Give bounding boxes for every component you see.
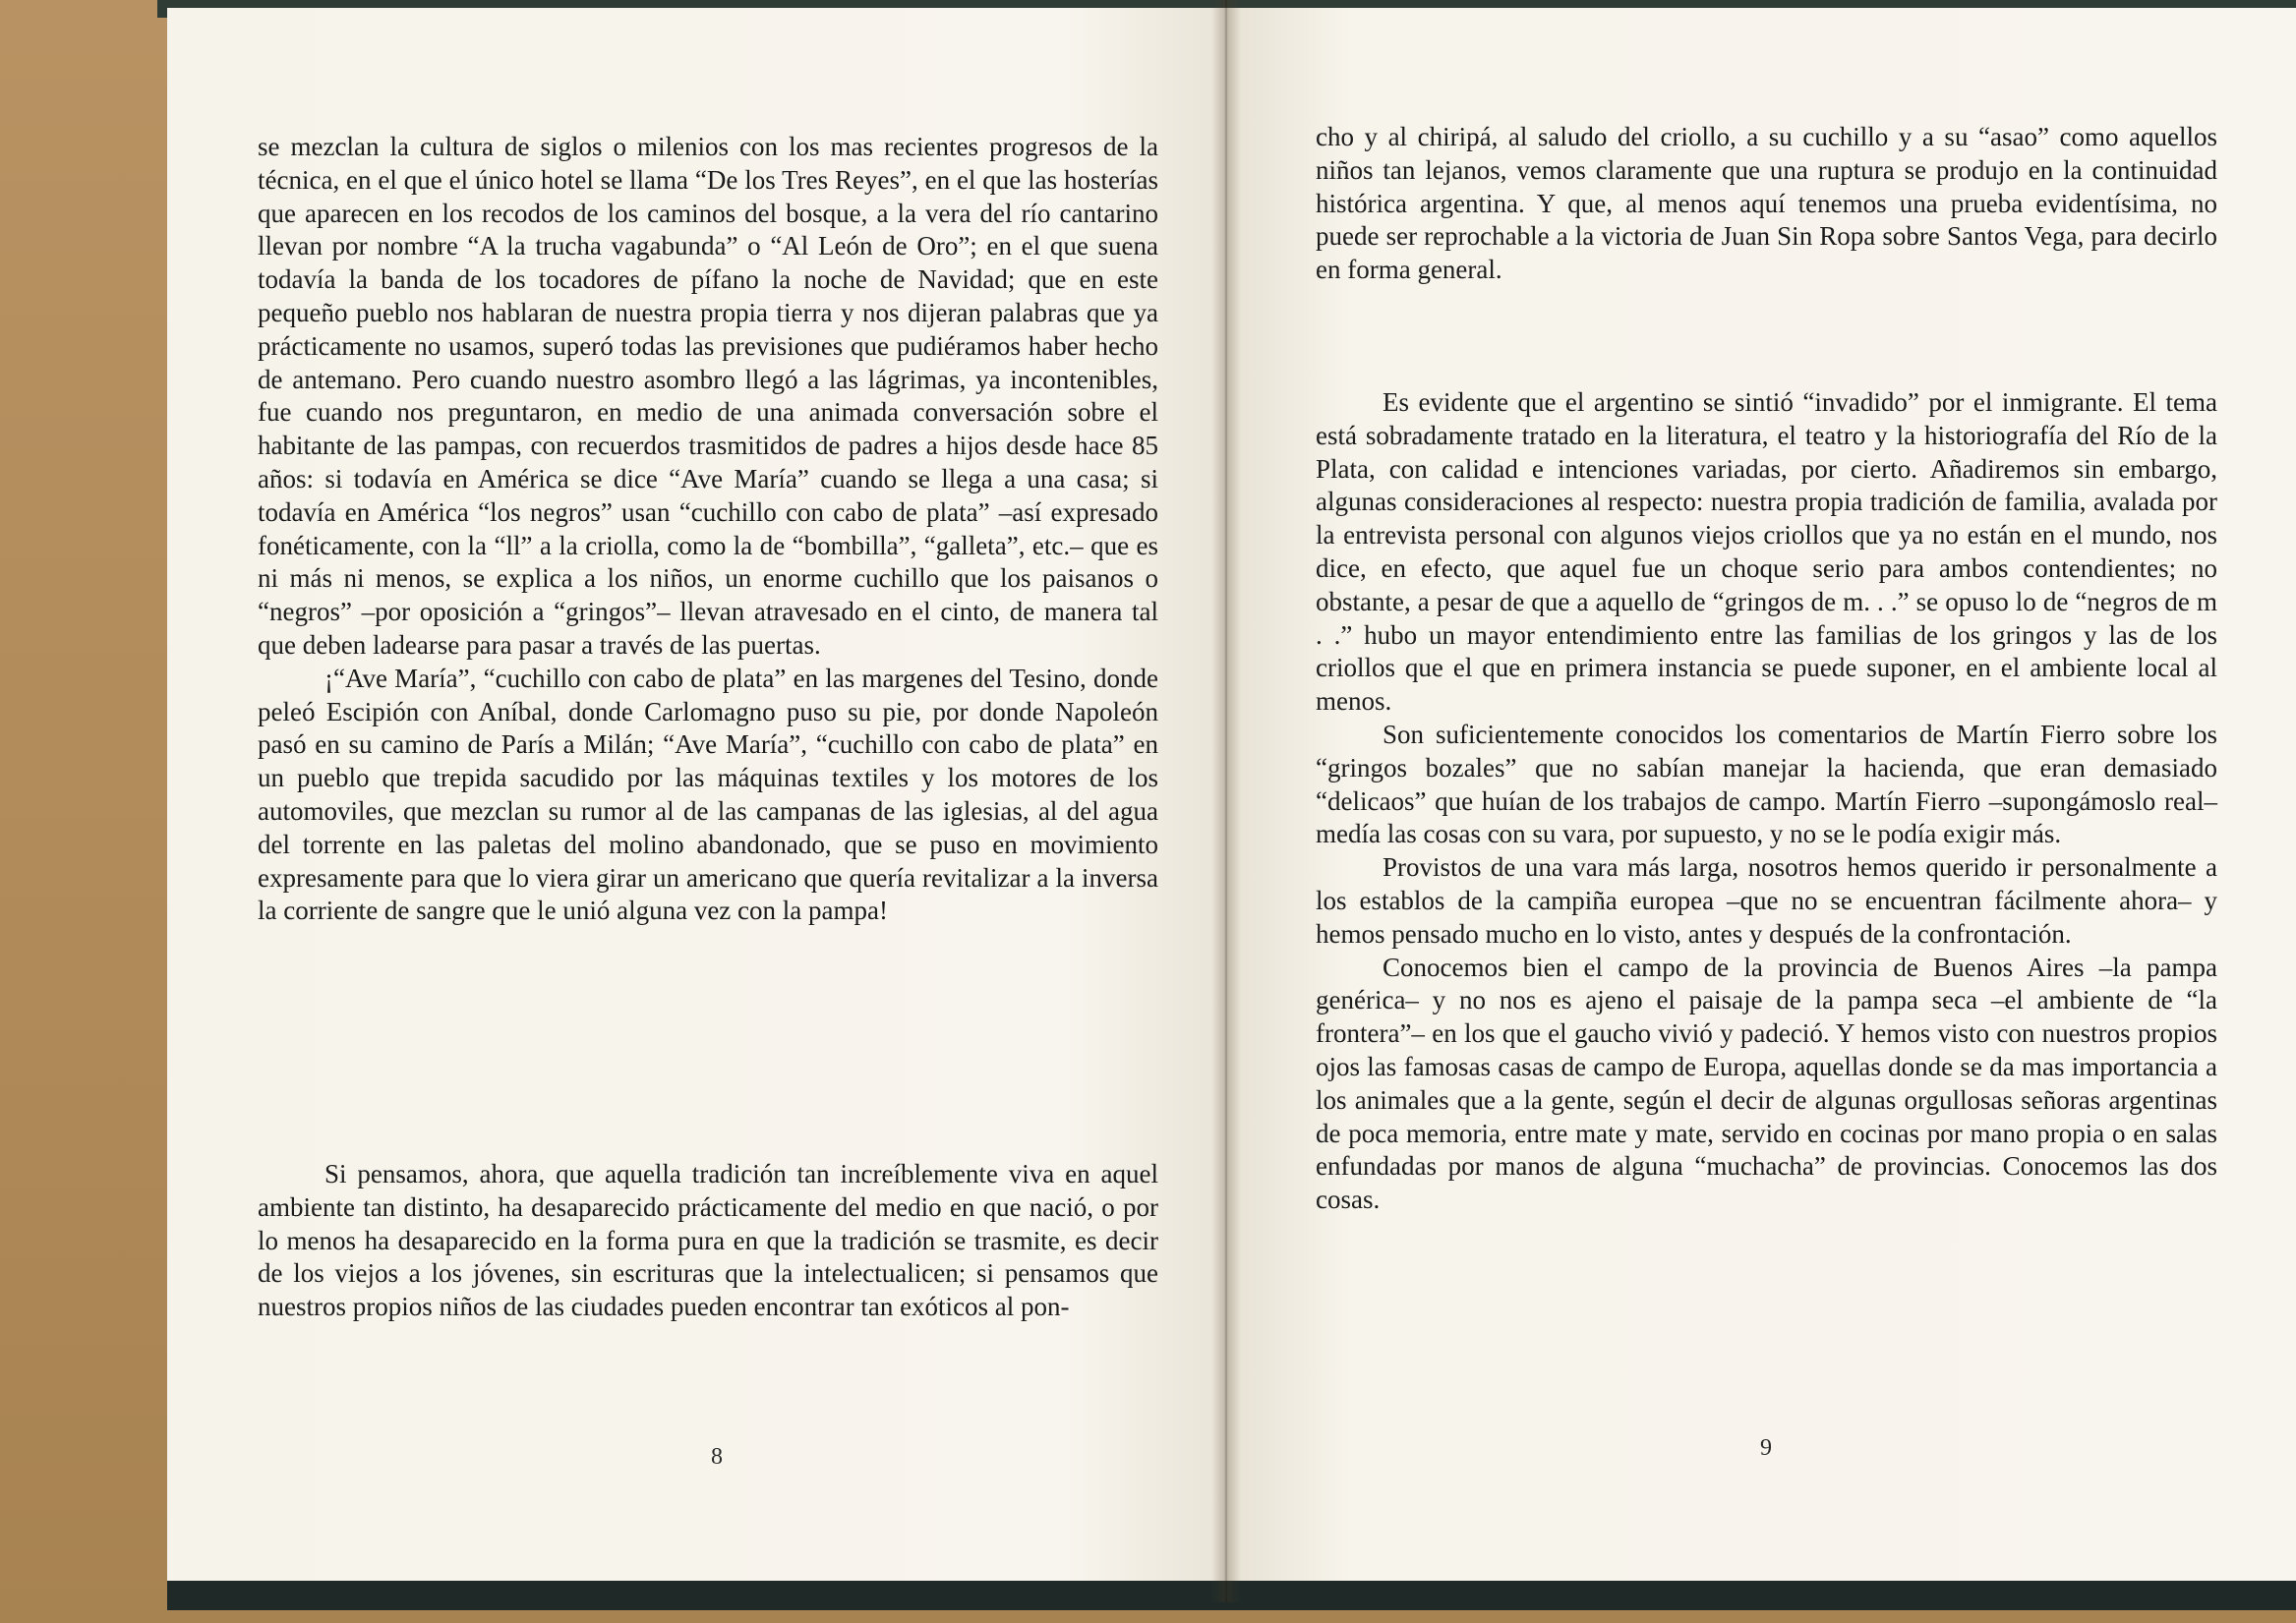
right-paragraph-2: Es evidente que el argentino se sintió “invadido” por el inmigrante. El tema está sobradamente tratado en la literatura, el teatro y la historiografía del Río de la Plata, con calidad e intenciones variadas, por cierto. Añadiremos sin embargo, algunas consideraciones al respecto: nuestra propia tradición de familia, avalada por la entrevista personal con algunos viejos criollos que ya no están en el mundo, nos dice, en efecto, que aquel fue un choque serio para ambos contendientes; no obstante, a pesar de que a aquello de “gringos de m. . .” se opuso lo de “negros de m . .” hubo un mayor entendimiento entre las familias de los gringos y las de los criollos que el que en primera instancia se puede suponer, en el ambiente local al menos. [1316,387,2217,717]
right-page [1224,8,2296,1581]
right-paragraph-5: Conocemos bien el campo de la provincia de Buenos Aires –la pampa genérica– y no nos es ajeno el paisaje de la pampa seca –el ambiente de “la frontera”– en los que el gaucho vivió y padeció. Y hemos visto con nuestros propios ojos las famosas casas de campo de Europa, aquellas donde se da mas importancia a los animales que a la gente, según el decir de algunas orgullosas señoras argentinas de poca memoria, entre mate y mate, servido en cocinas por mano propia o en salas enfundadas por manos de alguna “muchacha” de provincias. Conocemos las dos cosas. [1316,952,2217,1215]
left-page [167,8,1224,1581]
left-page-number: 8 [711,1444,723,1470]
left-page-text-block-1 [258,131,1158,928]
right-page-text-block-2 [1316,386,2217,1217]
right-page-text-block-1 [1316,121,2217,287]
right-paragraph-1: cho y al chiripá, al saludo del criollo, a su cuchillo y a su “asao” como aquellos niños tan lejanos, vemos claramente que una ruptura se produjo en la continuidad histórica argentina. Y que, al menos aquí tenemos una prueba evidentísima, no puede ser reprochable a la victoria de Juan Sin Ropa sobre Santos Vega, para decirlo en forma general. [1316,122,2217,285]
right-page-number: 9 [1760,1435,1772,1461]
right-paragraph-4: Provistos de una vara más larga, nosotros hemos querido ir personalmente a los establos de la campiña europea –que no se encuentran fácilmente ahora– y hemos pensado mucho en lo visto, antes y después de la confrontación. [1316,852,2217,949]
left-paragraph-1: se mezclan la cultura de siglos o milenios con los mas recientes progresos de la técnica, en el que el único hotel se llama “De los Tres Reyes”, en el que las hosterías que aparecen en los recodos de los caminos del bosque, a la vera del río cantarino llevan por nombre “A la trucha vagabunda” o “Al León de Oro”; en el que suena todavía la banda de los tocadores de pífano la noche de Navidad; que en este pequeño pueblo nos hablaran de nuestra propia tierra y nos dijeran palabras que ya prácticamente no usamos, superó todas las previsiones que pudiéramos haber hecho de antemano. Pero cuando nuestro asombro llegó a las lágrimas, ya incontenibles, fue cuando nos preguntaron, en medio de una animada conversación sobre el habitante de las pampas, con recuerdos trasmitidos de padres a hijos desde hace 85 años: si todavía en América se dice “Ave María” cuando se llega a una casa; si todavía en América “los negros” usan “cuchillo con cabo de plata” –así expresado fonéticamente, con la “ll” a la criolla, como la de “bombilla”, “galleta”, etc.– que es ni más ni menos, se explica a los niños, un enorme cuchillo que los paisanos o “negros” –por oposición a “gringos”– llevan atravesado en el cinto, de manera tal que deben ladearse para pasar a través de las puertas. [258,132,1158,660]
right-paragraph-3: Son suficientemente conocidos los comentarios de Martín Fierro sobre los “gringos bozales” que no sabían manejar la hacienda, que eran demasiado “delicaos” que huían de los trabajos de campo. Martín Fierro –supongámoslo real– medía las cosas con su vara, por supuesto, y no se le podía exigir más. [1316,719,2217,849]
left-page-text-block-2 [258,1158,1158,1324]
book-spine-shadow [1211,0,1241,1602]
left-paragraph-2: ¡“Ave María”, “cuchillo con cabo de plata” en las margenes del Tesino, donde peleó Escipión con Aníbal, donde Carlomagno puso su pie, por donde Napoleón pasó en su camino de París a Milán; “Ave María”, “cuchillo con cabo de plata” en un pueblo que trepida sacudido por las máquinas textiles y los motores de los automoviles, que mezclan su rumor al de las campanas de las iglesias, al del agua del torrente en las paletas del molino abandonado, que se puso en movimiento expresamente para que lo viera girar un americano que quería revitalizar a la inversa la corriente de sangre que le unió alguna vez con la pampa! [258,663,1158,926]
left-paragraph-3: Si pensamos, ahora, que aquella tradición tan increíblemente viva en aquel ambiente tan distinto, ha desaparecido prácticamente del medio en que nació, o por lo menos ha desaparecido en la forma pura en que la tradición se trasmite, es decir de los viejos a los jóvenes, sin escrituras que la intelectualicen; si pensamos que nuestros propios niños de las ciudades pueden encontrar tan exóticos al pon- [258,1159,1158,1322]
